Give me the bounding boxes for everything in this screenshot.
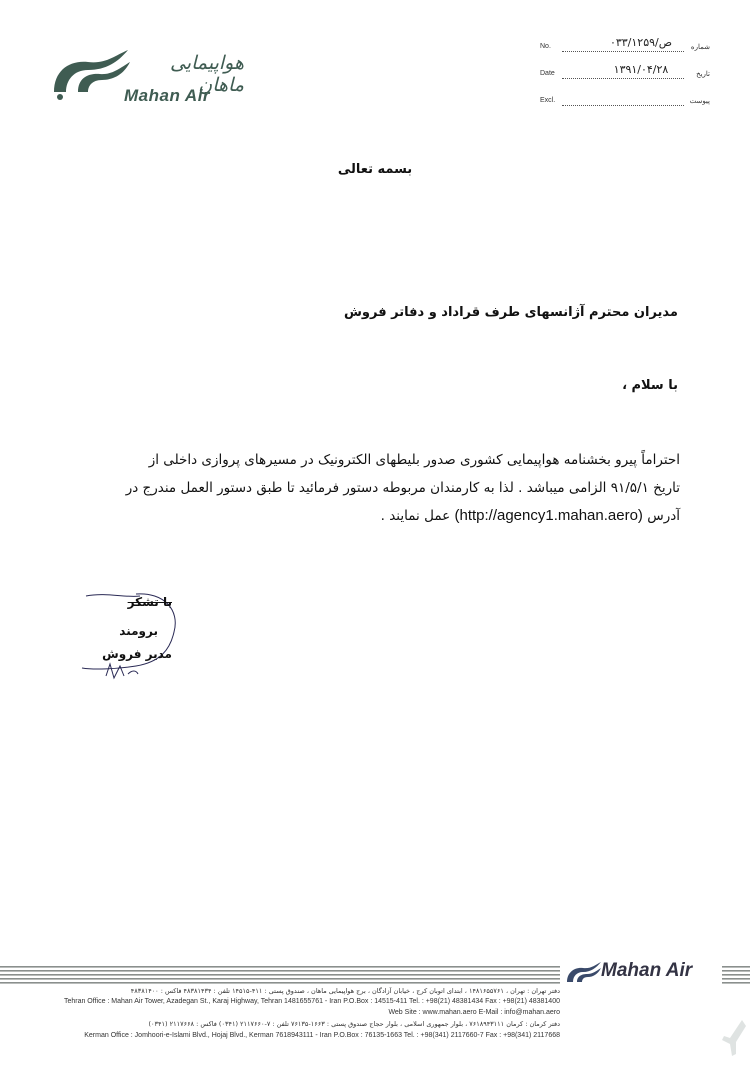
footer-web-email: Web Site : www.mahan.aero E-Mail : info@mahan.aero — [388, 1009, 560, 1016]
letter-body-line-3-pre: آدرس — [647, 508, 680, 524]
ref-enclosure-label-en: Excl. — [540, 97, 556, 104]
footer-tehran-address-fa: دفتر تهران : تهران ، ۱۴۸۱۶۵۵۷۶۱ ، ابتدای اتوبان کرج ، خیابان آزادگان ، برج هواپیمایی ماهان ، صندوق پستی : ۴۱۱-۱۴۵۱۵ تلفن : ۴۸۳۸۱۴۳۴ فاکس : ۴۸۳۸۱۴۰۰ — [130, 987, 560, 995]
corner-plane-watermark — [722, 1016, 750, 1066]
ref-enclosure-line — [562, 105, 684, 106]
ref-date-label-fa: تاریخ — [696, 71, 710, 78]
letter-body-line-3-post: عمل نمایند . — [380, 508, 451, 524]
footer-brand: Mahan Air — [601, 960, 693, 981]
letter-recipient: مدیران محترم آژانسهای طرف قراداد و دفاتر فروش — [343, 305, 678, 320]
ref-date-value: ۱۳۹۱/۰۴/۲۸ — [613, 63, 669, 76]
letter-greeting: با سلام ، — [622, 378, 678, 393]
ref-date-label-en: Date — [540, 70, 555, 77]
footer-kerman-address-fa: دفتر کرمان : کرمان ۷۶۱۸۹۴۳۱۱۱ ، بلوار جمهوری اسلامی ، بلوار حجاج صندوق پستی : ۱۶۶۳-۷۶۱۳۵ تلفن : ۷-۲۱۱۷۶۶۰ (۰۳۴۱) فاکس : ۲۱۱۷۶۶۸ (۰۳۴۱) — [148, 1020, 560, 1028]
signature-title: مدیر فروش — [102, 647, 172, 661]
ref-number-row — [540, 36, 710, 54]
logo-brand-farsi: هواپیمایی ماهان — [169, 52, 244, 96]
letter-body-url: (http://agency1.mahan.aero) — [454, 507, 643, 524]
letter-body-line-2: تاریخ ۹۱/۵/۱ الزامی میباشد . لذا به کارمندان مربوطه دستور فرمائید تا طبق دستور العمل مندرج در — [125, 480, 680, 496]
ref-enclosure-label-fa: پیوست — [689, 98, 710, 105]
ref-number-value: ص/۰۳۳/۱۲۵۹ — [609, 36, 673, 49]
letter-salutation: بسمه تعالی — [337, 162, 413, 177]
ref-number-label-en: No. — [540, 43, 551, 50]
letter-body — [72, 446, 680, 530]
footer-tehran-address-en: Tehran Office : Mahan Air Tower, Azadegan St., Karaj Highway, Tehran 1481655761 - Iran P.O.Box : 14515-411 Tel. : +98(21) 48381434 Fax : +98(21) 48381400 — [63, 998, 560, 1005]
letter-body-line-1: احتراماً پیرو بخشنامه هواپیمایی کشوری صدور بلیطهای الکترونیک در مسیرهای پروازی داخلی از — [148, 452, 680, 468]
ref-date-line — [562, 78, 684, 79]
ref-enclosure-row — [540, 94, 710, 108]
footer-kerman-address-en: Kerman Office : Jomhoori-e-Islami Blvd., Hojaj Blvd., Kerman 7618943111 - Iran P.O.Box : 76135-1663 Tel. : +98(341) 2117660-7 Fax : +98(341) 2117668 — [84, 1032, 560, 1039]
ref-number-line — [562, 51, 684, 52]
signature-thanks: با تشکر — [127, 595, 172, 609]
letter-body-line-3 — [72, 502, 680, 530]
ref-number-label-fa: شماره — [690, 44, 710, 51]
ref-date-row — [540, 63, 710, 81]
logo-brand-english: Mahan Air — [124, 86, 211, 105]
signature-name: برومند — [119, 624, 158, 638]
